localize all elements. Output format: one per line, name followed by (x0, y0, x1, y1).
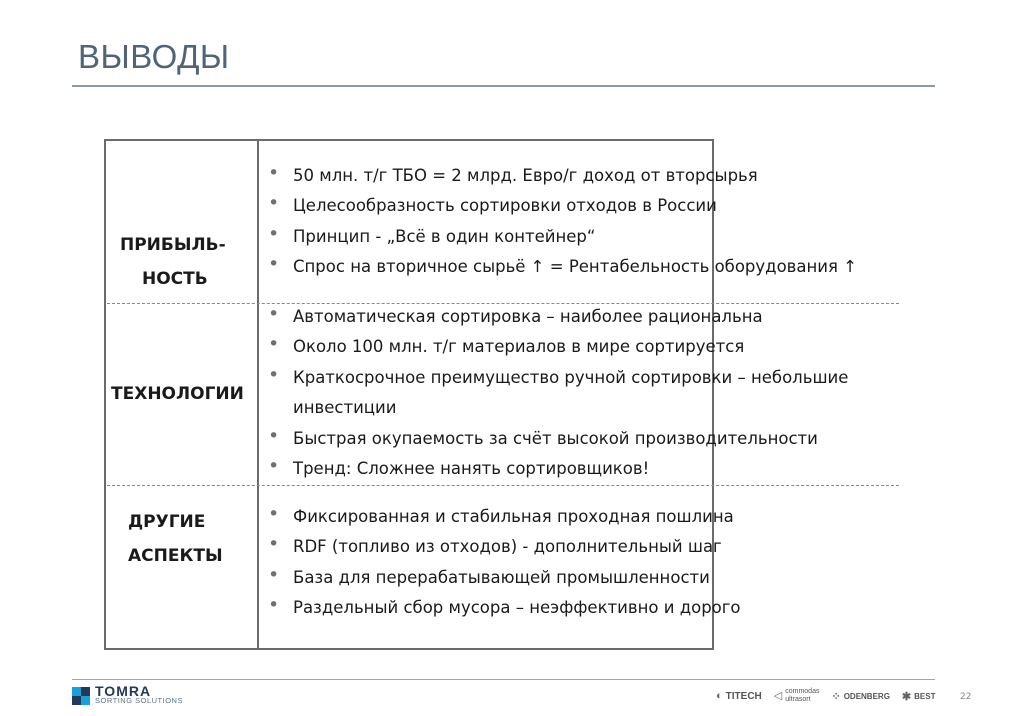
list-item: • Фиксированная и стабильная проходная пошлина (268, 502, 741, 532)
list-item: • Принцип - „Всё в один контейнер“ (268, 222, 857, 252)
bullet-list-other-aspects (268, 502, 741, 624)
category-line: ТЕХНОЛОГИИ (111, 384, 244, 404)
partner-titech (716, 690, 762, 702)
partner-name: commodas (785, 688, 820, 695)
list-item: • Автоматическая сортировка – наиболее рациональна (268, 302, 868, 332)
list-item: • База для перерабатывающей промышленности (268, 563, 741, 593)
logo-subtitle: SORTING SOLUTIONS (95, 696, 183, 705)
bullet-list-profitability (268, 161, 857, 283)
list-item: • Целесообразность сортировки отходов в России (268, 191, 857, 221)
list-item: • Раздельный сбор мусора – неэффективно и дорого (268, 593, 741, 623)
category-line: ПРИБЫЛЬ- (120, 235, 226, 255)
bullet-list-technologies (268, 302, 868, 484)
list-item: • Краткосрочное преимущество ручной сортировки – небольшие инвестиции (268, 363, 868, 424)
category-label-profitability (120, 228, 226, 296)
list-item: • Около 100 млн. т/г материалов в мире сортируется (268, 332, 868, 362)
partner-name: BEST (914, 691, 936, 701)
commodas-icon: ◁ (773, 690, 783, 702)
title-divider (72, 85, 935, 87)
footer-divider (72, 679, 935, 680)
odenberg-icon: ⁘ (831, 690, 841, 703)
section-divider (107, 485, 899, 486)
category-label-other-aspects (128, 505, 223, 573)
page-title: ВЫВОДЫ (78, 38, 230, 75)
tomra-logo (72, 683, 183, 706)
partner-name: TITECH (725, 690, 762, 702)
titech-icon: ◐ (716, 690, 723, 702)
list-item: • Тренд: Сложнее нанять сортировщиков! (268, 454, 868, 484)
category-line: АСПЕКТЫ (128, 546, 223, 566)
partner-commodas (774, 688, 820, 704)
category-line: ДРУГИЕ (128, 512, 206, 532)
best-icon: ✱ (901, 690, 912, 703)
category-line: НОСТЬ (142, 269, 208, 289)
tomra-mark-icon (72, 687, 90, 705)
partner-logos (716, 688, 935, 704)
list-item: • 50 млн. т/г ТБО = 2 млрд. Евро/г доход от вторсырья (268, 161, 857, 191)
list-item: • Спрос на вторичное сырьё ↑ = Рентабельность оборудования ↑ (268, 252, 857, 282)
partner-name: ultrasort (785, 696, 811, 703)
partner-odenberg (831, 690, 889, 703)
category-label-technologies (111, 377, 244, 411)
partner-best (902, 690, 936, 703)
list-item: • Быстрая окупаемость за счёт высокой производительности (268, 424, 868, 454)
logo-brand-text: TOMRA (95, 683, 152, 699)
list-item: • RDF (топливо из отходов) - дополнительный шаг (268, 532, 741, 562)
page-number: 22 (960, 692, 972, 702)
partner-name: ODENBERG (843, 691, 890, 701)
